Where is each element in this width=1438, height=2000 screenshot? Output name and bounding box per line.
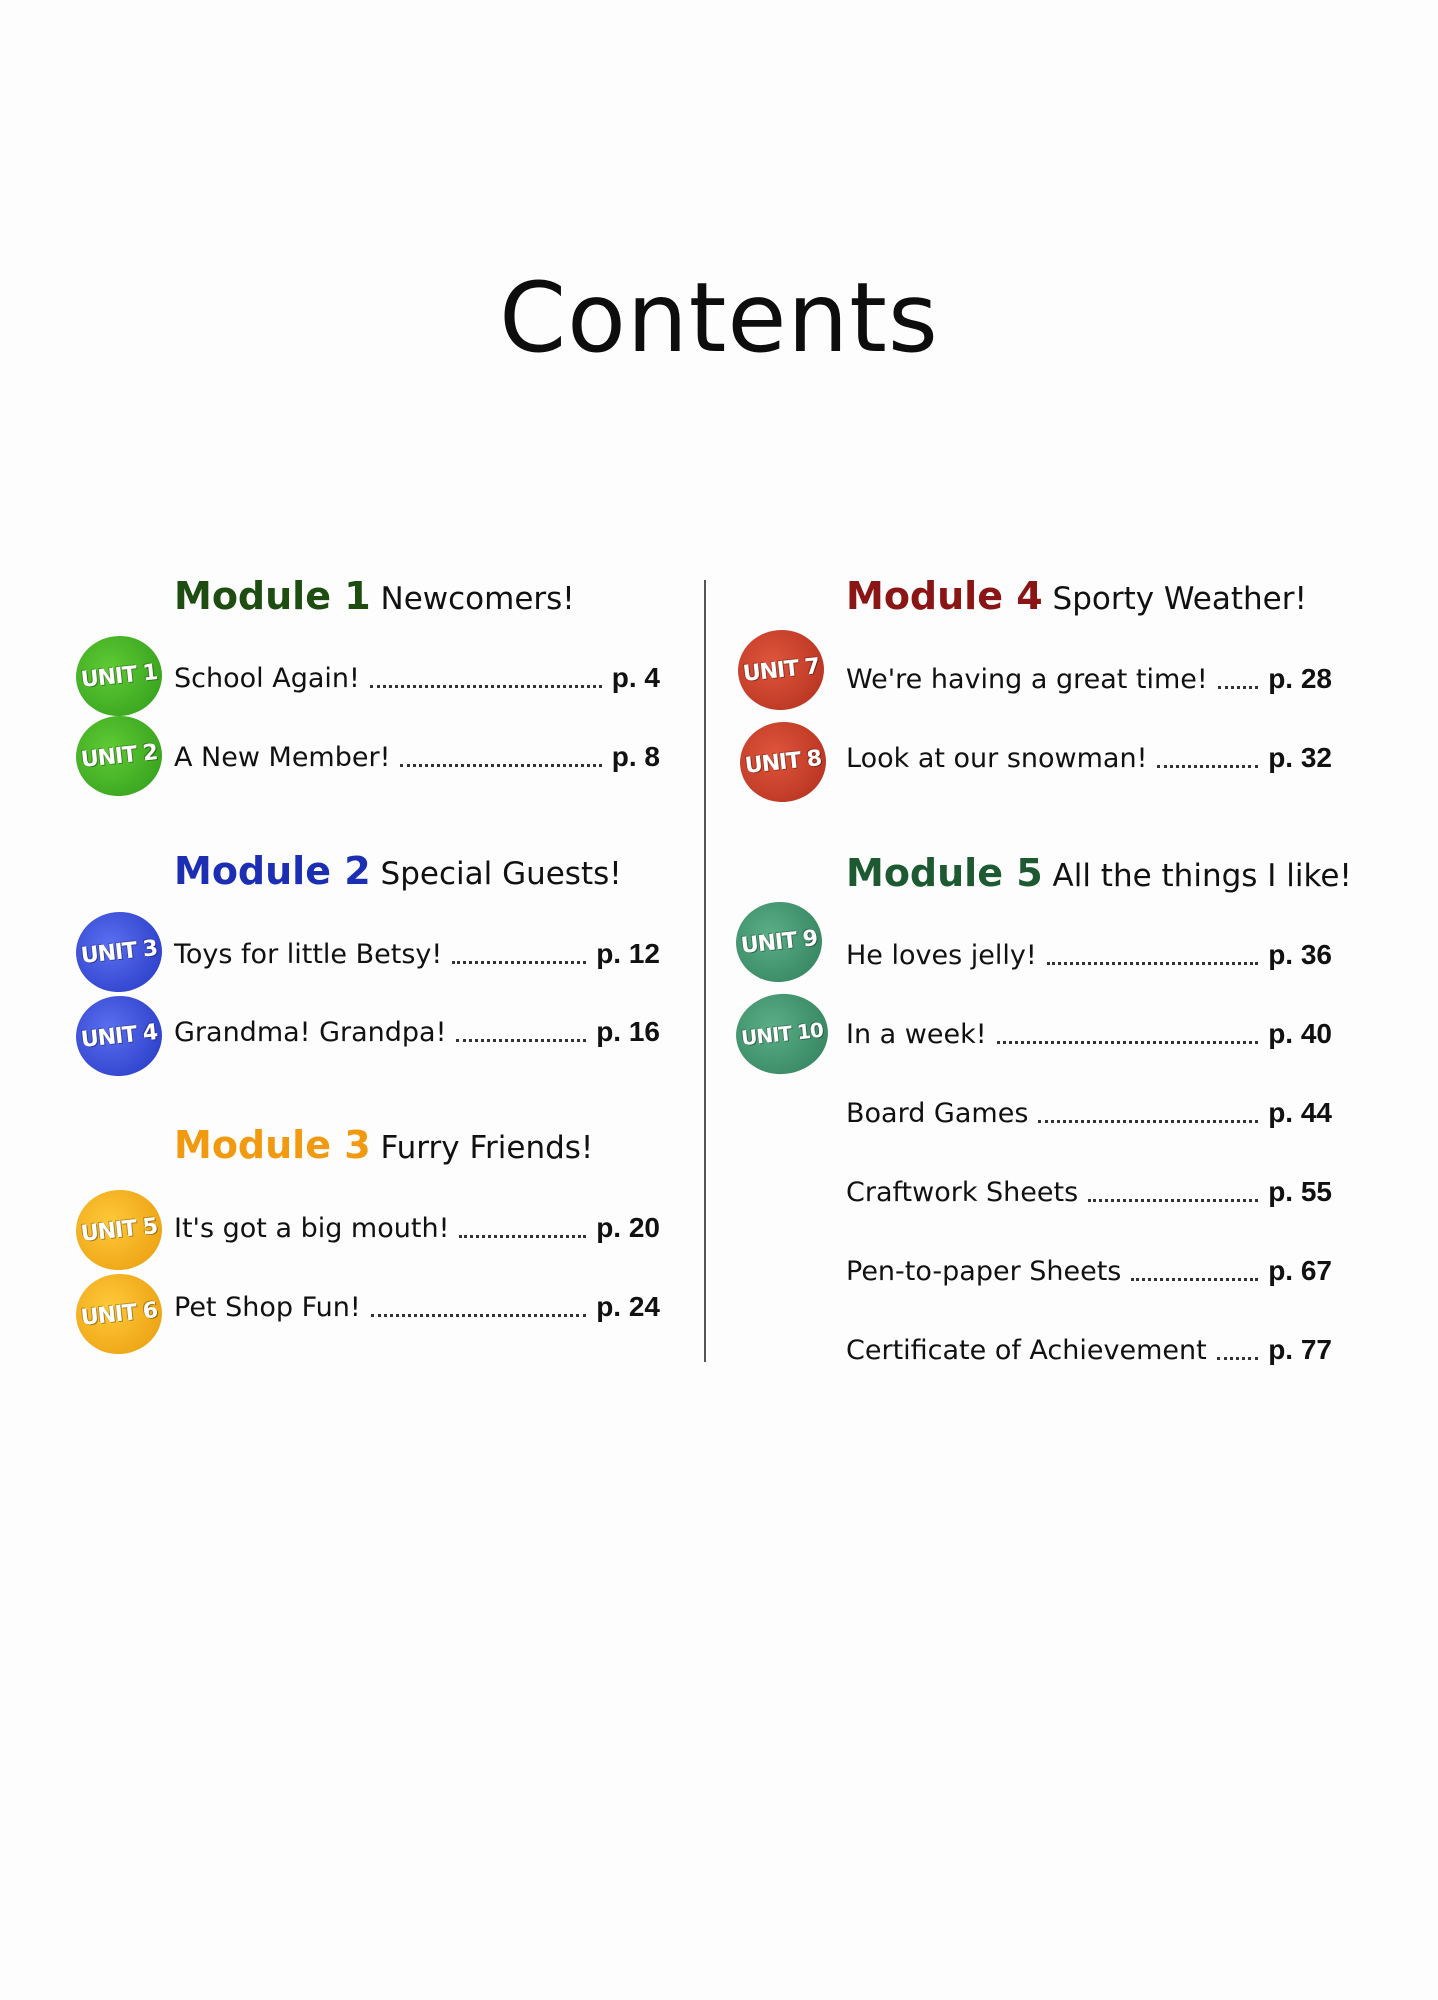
unit-9-badge: UNIT 9	[732, 898, 826, 987]
certificate-entry[interactable]	[846, 1330, 1332, 1370]
leader-dots	[1217, 1356, 1258, 1360]
craftwork-sheets-entry[interactable]	[846, 1172, 1332, 1212]
unit-6-page: p. 24	[596, 1291, 660, 1322]
leader-dots	[371, 1313, 586, 1317]
unit-9-page: p. 36	[1268, 939, 1332, 970]
module-3-tag: Module 3	[174, 1123, 371, 1167]
unit-6-entry[interactable]	[174, 1287, 660, 1327]
unit-8-title: Look at our snowman!	[846, 742, 1148, 774]
unit-8-badge: UNIT 8	[736, 718, 830, 807]
unit-5-entry[interactable]	[174, 1208, 660, 1248]
unit-7-badge: UNIT 7	[734, 626, 828, 715]
module-5-tag: Module 5	[846, 851, 1043, 895]
unit-1-badge: UNIT 1	[72, 632, 166, 721]
pen-to-paper-entry[interactable]	[846, 1251, 1332, 1291]
unit-5-badge: UNIT 5	[72, 1186, 166, 1275]
column-divider	[704, 580, 706, 1362]
unit-4-title: Grandma! Grandpa!	[174, 1016, 447, 1048]
unit-8-page: p. 32	[1268, 742, 1332, 773]
leader-dots	[452, 960, 586, 964]
leader-dots	[1047, 961, 1259, 965]
unit-4-entry[interactable]	[174, 1012, 660, 1052]
unit-3-title: Toys for little Betsy!	[174, 938, 443, 970]
module-4-heading	[846, 574, 1307, 618]
unit-1-entry[interactable]	[174, 658, 660, 698]
module-1-heading	[174, 574, 575, 618]
unit-3-page: p. 12	[596, 938, 660, 969]
unit-6-badge: UNIT 6	[72, 1270, 166, 1359]
unit-3-badge: UNIT 3	[72, 908, 166, 997]
unit-7-page: p. 28	[1268, 663, 1332, 694]
module-1-name: Newcomers!	[380, 581, 575, 617]
leader-dots	[1131, 1277, 1258, 1281]
module-2-heading	[174, 849, 622, 893]
pen-to-paper-page: p. 67	[1268, 1255, 1332, 1286]
leader-dots	[370, 684, 602, 688]
leader-dots	[1088, 1198, 1258, 1202]
unit-2-entry[interactable]	[174, 737, 660, 777]
unit-5-title: It's got a big mouth!	[174, 1212, 450, 1244]
certificate-title: Certificate of Achievement	[846, 1334, 1207, 1366]
unit-1-page: p. 4	[611, 662, 660, 693]
unit-5-page: p. 20	[596, 1212, 660, 1243]
unit-10-title: In a week!	[846, 1018, 987, 1050]
unit-10-badge: UNIT 10	[732, 989, 832, 1078]
module-5-name: All the things I like!	[1052, 858, 1352, 894]
unit-9-entry[interactable]	[846, 935, 1332, 975]
unit-4-page: p. 16	[596, 1016, 660, 1047]
craftwork-sheets-page: p. 55	[1268, 1176, 1332, 1207]
board-games-entry[interactable]	[846, 1093, 1332, 1133]
unit-10-entry[interactable]	[846, 1014, 1332, 1054]
module-4-tag: Module 4	[846, 574, 1043, 618]
board-games-page: p. 44	[1268, 1097, 1332, 1128]
unit-6-title: Pet Shop Fun!	[174, 1291, 361, 1323]
unit-1-title: School Again!	[174, 662, 360, 694]
leader-dots	[400, 763, 601, 767]
unit-8-entry[interactable]	[846, 738, 1332, 778]
module-2-name: Special Guests!	[380, 856, 622, 892]
unit-7-title: We're having a great time!	[846, 663, 1208, 695]
module-3-heading	[174, 1123, 593, 1167]
module-2-tag: Module 2	[174, 849, 371, 893]
certificate-page: p. 77	[1268, 1334, 1332, 1365]
unit-3-entry[interactable]	[174, 934, 660, 974]
unit-2-title: A New Member!	[174, 741, 391, 773]
leader-dots	[456, 1038, 586, 1042]
module-3-name: Furry Friends!	[380, 1130, 594, 1166]
unit-4-badge: UNIT 4	[72, 992, 166, 1081]
module-1-tag: Module 1	[174, 574, 371, 618]
unit-2-page: p. 8	[611, 741, 660, 772]
module-4-name: Sporty Weather!	[1052, 581, 1307, 617]
leader-dots	[997, 1040, 1259, 1044]
module-5-heading	[846, 851, 1352, 895]
unit-7-entry[interactable]	[846, 659, 1332, 699]
board-games-title: Board Games	[846, 1097, 1029, 1129]
unit-10-page: p. 40	[1268, 1018, 1332, 1049]
unit-9-title: He loves jelly!	[846, 939, 1037, 971]
craftwork-sheets-title: Craftwork Sheets	[846, 1176, 1079, 1208]
leader-dots	[1038, 1119, 1258, 1123]
page-title: Contents	[499, 262, 939, 374]
leader-dots	[459, 1234, 586, 1238]
unit-2-badge: UNIT 2	[72, 712, 166, 801]
leader-dots	[1157, 764, 1258, 768]
leader-dots	[1218, 685, 1258, 689]
pen-to-paper-title: Pen-to-paper Sheets	[846, 1255, 1122, 1287]
